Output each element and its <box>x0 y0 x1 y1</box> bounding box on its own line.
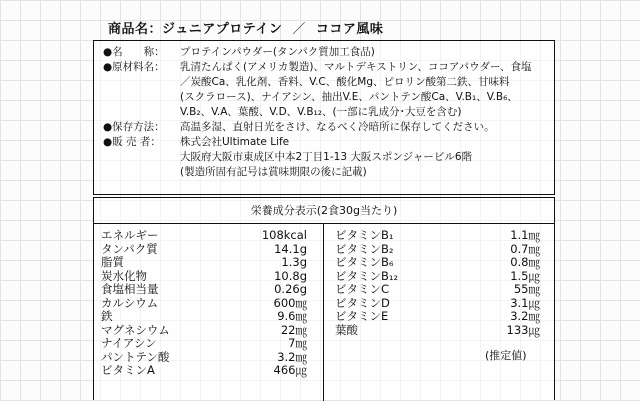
label-value-name: プロテインパウダー(タンパク質加工食品) <box>180 46 375 58</box>
nutrient-name: ビタミンB₁ <box>335 228 394 242</box>
label-key-storage: ●保存方法： <box>103 121 165 133</box>
nutrient-name: ビタミンE <box>335 309 389 323</box>
nutrient-name: ビタミンC <box>335 282 390 296</box>
nutrient-amount: 55㎎ <box>513 282 540 296</box>
nutrient-name: カルシウム <box>101 295 159 310</box>
nutrient-name: マグネシウム <box>101 322 170 337</box>
nutrient-name: パントテン酸 <box>101 349 170 364</box>
nutrient-amount: 466㎍ <box>273 363 307 377</box>
nutrition-table <box>93 197 555 400</box>
nutrient-amount: 10.8g <box>274 268 307 283</box>
label-row-seller <box>103 135 290 150</box>
nutrient-amount: 0.7㎎ <box>510 241 540 256</box>
label-row-name <box>103 45 375 60</box>
ingredients-line: (スクラロース)、ナイアシン、抽出V.E、パントテン酸Ca、V.B₁、V.B₆、 <box>180 91 518 103</box>
nutrient-amount: 0.8㎎ <box>510 255 540 269</box>
nutrient-amount: 108kcal <box>261 228 307 242</box>
nutrient-amount: 1.5㎍ <box>510 268 540 283</box>
nutrient-name: ビタミンB₆ <box>335 255 394 269</box>
label-row-ingredients <box>103 60 532 75</box>
label-row-storage <box>103 120 495 135</box>
nutrient-name: 葉酸 <box>335 322 358 337</box>
nutrient-name: 炭水化物 <box>101 268 147 283</box>
seller-line: 大阪府大阪市東成区中本2丁目1-13 大阪スポンジャービル6階 <box>180 151 473 163</box>
ingredients-line: 乳清たんぱく(アメリカ製造)、マルトデキストリン、ココアパウダー、食塩 <box>180 61 532 73</box>
seller-line: (製造所固有記号は賞味期限の後に記載) <box>180 166 367 178</box>
column-divider <box>323 223 324 401</box>
product-name: 商品名：ジュニアプロテイン <box>108 22 283 37</box>
nutrient-name: ビタミンA <box>101 363 155 377</box>
seller-line: 株式会社Ultimate Life <box>180 136 290 148</box>
ingredients-line: V.B₂、V.A、葉酸、V.D、V.B₁₂、(一部に乳成分･大豆を含む) <box>180 106 462 118</box>
product-flavor: ココア風味 <box>315 22 384 37</box>
nutrient-name: 脂質 <box>101 255 124 269</box>
nutrient-name: 食塩相当量 <box>101 282 159 296</box>
nutrition-header: 栄養成分表示(2食30g当たり) <box>94 198 554 224</box>
nutrient-name: ビタミンB₁₂ <box>335 268 399 283</box>
title-separator: ／ <box>292 22 306 37</box>
nutrient-amount: 7㎎ <box>288 336 307 350</box>
label-key-name: ●名 称： <box>103 46 165 58</box>
nutrient-name: タンパク質 <box>101 241 158 256</box>
estimate-note: (推定値) <box>485 349 527 362</box>
nutrient-amount: 3.1㎍ <box>510 295 540 310</box>
nutrient-amount: 1.1㎎ <box>510 228 540 242</box>
nutrient-amount: 0.26g <box>274 282 307 296</box>
nutrient-name: ビタミンD <box>335 295 390 310</box>
product-label-box <box>93 40 555 195</box>
nutrient-amount: 9.6㎎ <box>277 309 307 323</box>
nutrient-name: ビタミンB₂ <box>335 241 394 256</box>
nutrient-amount: 133㎍ <box>506 322 540 337</box>
nutrient-amount: 3.2㎎ <box>277 349 307 364</box>
nutrient-amount: 14.1g <box>274 241 307 256</box>
nutrient-amount: 1.3g <box>281 255 307 269</box>
nutrient-name: 鉄 <box>101 309 113 323</box>
ingredients-line: ／炭酸Ca、乳化剤、香料、V.C、酸化Mg、ピロリン酸第二鉄、甘味料 <box>180 76 510 88</box>
label-key-ingredients: ●原材料名： <box>103 61 165 73</box>
label-key-seller: ●販 売 者： <box>103 136 161 148</box>
nutrient-name: ナイアシン <box>101 336 157 350</box>
nutrient-name: エネルギー <box>101 228 159 242</box>
nutrient-amount: 22㎎ <box>280 322 307 337</box>
nutrient-amount: 3.2㎎ <box>510 309 540 323</box>
product-title <box>108 18 383 37</box>
label-value-storage: 高温多湿、直射日光をさけ、なるべく冷暗所に保存してください。 <box>180 121 495 133</box>
nutrient-amount: 600㎎ <box>273 295 307 310</box>
